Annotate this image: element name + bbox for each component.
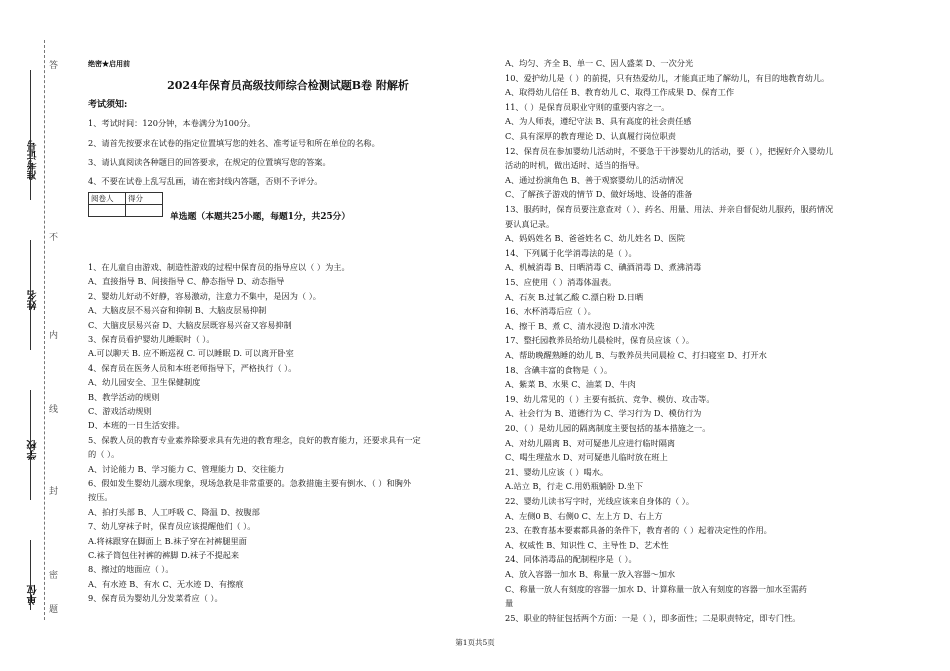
question-line: A、左侧0 B、右侧0 C、左上方 D、右上方 [505, 510, 663, 521]
question-line: A、擦干 B、煮 C、清水浸泡 D.清水冲洗 [505, 320, 655, 331]
question-line: A、均匀、齐全 B、单一 C、因人盛菜 D、一次分光 [505, 58, 694, 68]
question-line: C、喝生理盐水 D、对可疑患儿临时放在班上 [505, 452, 668, 463]
grader-blank[interactable] [89, 205, 126, 217]
question-line: 2、婴幼儿好动不好静，容易激动，注意力不集中，是因为（ ）。 [88, 290, 321, 301]
question-line: 1、在儿童自由游戏、制造性游戏的过程中保育员的指导应以（ ）为主。 [88, 262, 350, 272]
question-line: 4、保育员在医务人员和本班老师指导下，严格执行（ ）。 [88, 362, 297, 373]
notice-item: 3、请认真阅读各种题目的回答要求，在规定的位置填写您的答案。 [88, 157, 331, 167]
notice-item: 4、不要在试卷上乱写乱画，请在密封线内答题，否则不予评分。 [88, 176, 323, 186]
question-line: A、妈妈姓名 B、爸爸姓名 C、幼儿姓名 D、医院 [505, 233, 685, 244]
notice-heading: 考试须知: [88, 100, 128, 110]
question-line: 13、服药时，保育员要注意查对（ ）、药名、用量、用法、并亲自督促幼儿服药，服药情况 [505, 204, 834, 214]
question-line: 20、（ ）是幼儿园的隔离制度主要包括的基本措施之一。 [505, 423, 711, 433]
unit-underline [30, 540, 31, 610]
question-line: 15、应使用（ ）消毒体温表。 [505, 277, 617, 287]
question-line: 21、婴幼儿应该（ ）喝水。 [505, 466, 609, 477]
score-table [88, 192, 163, 217]
question-line: 22、婴幼儿读书写字时，光线应该来自身体的（ ）。 [505, 496, 695, 506]
seal-mark: 封 [47, 486, 57, 495]
question-line: A、直接指导 B、间接指导 C、静态指导 D、动态指导 [88, 276, 285, 287]
question-line: A、帮助晚醒熟睡的幼儿 B、与教养员共同晨检 C、打扫寝室 D、打开水 [505, 350, 767, 360]
question-line: A、为人师表，遵纪守法 B、具有高度的社会责任感 [505, 116, 692, 127]
question-line: A、有水迹 B、有水 C、无水迹 D、有擦痕 [88, 578, 244, 589]
question-line: 19、幼儿常见的（ ）主要有抵抗、竞争、模仿、攻击等。 [505, 393, 715, 404]
question-line: 按压。 [88, 492, 113, 503]
question-line: A、幼儿园安全、卫生保健制度 [88, 377, 201, 388]
question-line: C、大脑皮层易兴奋 D、大脑皮层既容易兴奋又容易抑制 [88, 319, 292, 330]
question-line: C、具有深厚的教育理论 D、认真履行岗位职责 [505, 131, 676, 141]
question-line: A、大脑皮层不易兴奋和抑制 B、大脑皮层易抑制 [88, 305, 267, 316]
question-line: D、本班的一日生活安排。 [88, 420, 185, 431]
question-line: 量 [505, 598, 514, 609]
question-line: 17、整托园教养员给幼儿晨检时，保育员应该（ ）。 [505, 335, 695, 346]
notice-item: 2、请首先按要求在试卷的指定位置填写您的姓名、准考证号和所在单位的名称。 [88, 138, 380, 148]
seal-mark: 线 [47, 404, 57, 413]
name-underline [30, 240, 31, 350]
question-line: A、放入容器一加水 B、称量一放入容器～加水 [505, 569, 676, 579]
margin-label-name: 姓名 [28, 290, 39, 310]
question-line: A.将袜跟穿在脚面上 B.袜子穿在衬裤腿里面 [88, 535, 247, 546]
question-line: 8、擦过的地面应（ ）。 [88, 564, 174, 575]
school-underline [30, 390, 31, 500]
grader-cell: 阅卷人 [89, 193, 126, 205]
section-title: 单选题（本题共25小题，每题1分，共25分） [170, 212, 351, 222]
binding-margin [0, 40, 72, 620]
question-line: 要认真记录。 [505, 218, 555, 229]
question-line: A、社会行为 B、道德行为 C、学习行为 D、模仿行为 [505, 408, 702, 419]
question-line: 12、保育员在参加婴幼儿活动时，不要急于干涉婴幼儿的活动，要（ ），把握好介入婴幼儿 [505, 145, 834, 156]
seal-mark: 内 [47, 330, 57, 339]
seal-mark: 密 [47, 570, 57, 579]
question-line: 14、下列属于化学消毒法的是（ ）。 [505, 247, 637, 258]
question-line: 6、假如发生婴幼儿溺水现象，现场急救是非常重要的。急救措施主要有倒水、（ ）和胸外 [88, 478, 412, 488]
question-line: 23、在教育基本要素都具备的条件下，教育者的（ ）起着决定性的作用。 [505, 525, 772, 536]
score-blank[interactable] [126, 205, 163, 217]
question-line: A、通过扮演角色 B、善于观察婴幼儿的活动情况 [505, 174, 684, 185]
notice-item: 1、考试时间：120分钟，本卷满分为100分。 [88, 118, 256, 128]
exam-title: 2024年保育员高级技师综合检测试题B卷 附解析 [167, 79, 409, 92]
question-line: A、权威性 B、知识性 C、主导性 D、艺术性 [505, 539, 669, 550]
page-footer: 第1页共5页 [455, 638, 495, 647]
question-line: 24、同体消毒品的配制程序是（ ）。 [505, 554, 637, 565]
question-line: C、了解孩子游戏的情节 D、做好场地、设备的准备 [505, 189, 693, 200]
question-line: 7、幼儿穿袜子时，保育员应该提醒他们（ ）。 [88, 521, 256, 532]
question-line: 11、（ ）是保育员职业守则的重要内容之一。 [505, 101, 670, 112]
question-line: 25、职业的特征包括两个方面：一是（ ），即多面性；二是职责特定，即专门性。 [505, 612, 801, 623]
margin-label-ticket: 准考证号 [28, 140, 39, 180]
question-line: 活动的时机，做出适时、适当的指导。 [505, 160, 645, 171]
question-line: A、石灰 B.过氧乙酸 C.漂白粉 D.日晒 [505, 291, 644, 302]
margin-label-unit: 单位 [28, 585, 39, 605]
question-line: C.袜子筒包住衬裤的裤脚 D.袜子不提起来 [88, 550, 240, 560]
seal-mark: 答 [47, 60, 57, 69]
question-line: A、取得幼儿信任 B、教育幼儿 C、取得工作成果 D、保育工作 [505, 87, 735, 98]
question-line: A、对幼儿隔离 B、对可疑患儿应进行临时隔离 [505, 437, 676, 448]
score-cell: 得分 [126, 193, 163, 205]
ticket-underline [30, 70, 31, 200]
question-line: 18、含碘丰富的食物是（ ）。 [505, 364, 613, 375]
question-line: 5、保教人员的教育专业素养除要求具有先进的教育理念，良好的教育能力，还要求具有一定 [88, 434, 421, 445]
seal-mark: 不 [47, 232, 57, 241]
question-line: C、称量一放人有刻度的容器一加水 D、计算称量一放入有刻度的容器一加水至需药 [505, 583, 807, 594]
question-line: 10、爱护幼儿是（ ）的前提，只有热爱幼儿，才能真正地了解幼儿，有目的地教育幼儿。 [505, 72, 830, 83]
secret-label: 绝密★启用前 [88, 59, 130, 68]
question-line: A.可以聊天 B. 应不断巡视 C. 可以睡眠 D. 可以离开卧室 [88, 348, 294, 359]
question-line: A.站立 B，行走 C.用奶瓶躺卧 D.坐下 [505, 481, 644, 492]
question-line: C、游戏活动规则 [88, 406, 152, 416]
question-line: A、讨论能力 B、学习能力 C、管理能力 D、交往能力 [88, 463, 285, 474]
question-line: B、教学活动的规则 [88, 391, 160, 402]
question-line: 9、保育员为婴幼儿分发菜肴应（ ）。 [88, 593, 223, 604]
question-line: A、拍打头部 B、人工呼吸 C、降温 D、按腹部 [88, 506, 260, 517]
seal-mark: 题 [47, 604, 57, 613]
seal-line [44, 40, 45, 620]
question-line: 的（ ）。 [88, 449, 120, 460]
question-line: A、紫菜 B、水果 C、油菜 D、牛肉 [505, 379, 636, 390]
question-line: 3、保育员看护婴幼儿睡眠时（ ）。 [88, 334, 215, 344]
question-line: 16、水杯消毒后应（ ）。 [505, 306, 596, 317]
question-line: A、机械消毒 B、日晒消毒 C、碘酒消毒 D、煮沸消毒 [505, 262, 702, 273]
margin-label-school: 学校 [28, 440, 39, 460]
